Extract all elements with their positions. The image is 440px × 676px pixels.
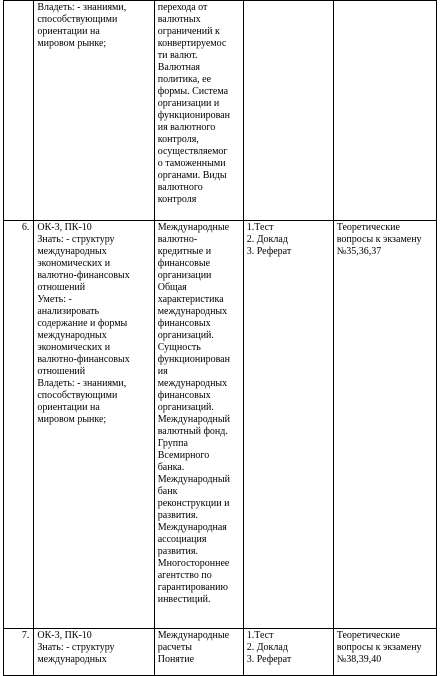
cell-text-line: Международный [157, 474, 230, 485]
cell-text-line: ориентации на [37, 26, 100, 37]
cell-text-line: ОК-3, ПК-10 [37, 222, 92, 233]
cell-text-line: Международные [157, 222, 230, 233]
row-number-cell: 6. [4, 221, 34, 629]
cell-text-line: развития. [157, 546, 199, 557]
cell-text-line: ОК-3, ПК-10 [37, 630, 92, 641]
cell-text-line: вопросы к экзамену [336, 234, 422, 245]
cell-text-line: формы. Система [157, 86, 229, 97]
topic-cell [154, 629, 243, 676]
cell-text-line: Международные [157, 630, 230, 641]
cell-text-line: функционирован [157, 110, 230, 121]
cell-text-line: валютно-финансовых [37, 354, 130, 365]
cell-text-line: вопросы к экзамену [336, 642, 422, 653]
cell-text-line: Владеть: - знаниями, [37, 2, 127, 13]
assessment-cell [243, 1, 333, 221]
table-row [4, 221, 437, 629]
cell-text-line: 3. Реферат [246, 246, 292, 257]
cell-text-line: организации и [157, 98, 220, 109]
cell-text-line: международных [157, 306, 228, 317]
cell-text-line: контроля [157, 194, 197, 205]
topic-cell [154, 221, 243, 629]
cell-text-line: функционирован [157, 354, 230, 365]
cell-text-line: Сущность [157, 342, 201, 353]
cell-text-line: характеристика [157, 294, 224, 305]
cell-text-line: агентство по [157, 570, 212, 581]
cell-text-line: валютно-финансовых [37, 270, 130, 281]
cell-text-line: финансовые [157, 258, 211, 269]
cell-text-line: Группа [157, 438, 188, 449]
table-row [4, 629, 437, 676]
cell-text-line: ия [157, 366, 168, 377]
cell-text-line: валютный фонд. [157, 426, 228, 437]
cell-text-line: экономических и [37, 342, 111, 353]
cell-text-line: №35,36,37 [336, 246, 382, 257]
cell-text-line: финансовых [157, 318, 211, 329]
cell-text-line: валютных [157, 14, 201, 25]
cell-text-line: Знать: - структуру [37, 234, 115, 245]
cell-text-line: гарантированию [157, 582, 228, 593]
table-row [4, 1, 437, 221]
cell-text-line: 1.Тест [246, 630, 274, 641]
cell-text-line: ия валютного [157, 122, 216, 133]
cell-text-line: о таможенными [157, 158, 226, 169]
cell-text-line: Международный [157, 414, 230, 425]
cell-text-line: Понятие [157, 654, 195, 665]
cell-text-line: ассоциация [157, 534, 207, 545]
row-number-cell [4, 1, 34, 221]
cell-text-line: органами. Виды [157, 170, 227, 181]
cell-text-line: кредитные и [157, 246, 212, 257]
cell-text-line: 3. Реферат [246, 654, 292, 665]
cell-text-line: Валютная [157, 62, 201, 73]
cell-text-line: организаций. [157, 330, 214, 341]
cell-text-line: политика, ее [157, 74, 212, 85]
cell-text-line: реконструкции и [157, 498, 230, 509]
cell-text-line: ограничений к [157, 26, 220, 37]
cell-text-line: перехода от [157, 2, 208, 13]
cell-text-line: мировом рынке; [37, 414, 107, 425]
cell-text-line: банк [157, 486, 178, 497]
table-body [4, 1, 437, 676]
row-number-cell: 7. [4, 629, 34, 676]
cell-text-line: Теоретические [336, 222, 400, 233]
cell-text-line: международных [157, 378, 228, 389]
cell-text-line: развития. [157, 510, 199, 521]
assessment-cell [243, 629, 333, 676]
cell-text-line: содержание и формы [37, 318, 128, 329]
assessment-cell [243, 221, 333, 629]
cell-text-line: инвестиций. [157, 594, 211, 605]
cell-text-line: международных [37, 246, 107, 257]
cell-text-line: Многостороннее [157, 558, 230, 569]
cell-text-line: ориентации на [37, 402, 100, 413]
exam-questions-cell [333, 1, 436, 221]
cell-text-line: анализировать [37, 306, 100, 317]
cell-text-line: 2. Доклад [246, 642, 288, 653]
cell-text-line: мировом рынке; [37, 38, 107, 49]
cell-text-line: международных [37, 330, 107, 341]
cell-text-line: 1.Тест [246, 222, 274, 233]
cell-text-line: контроля, [157, 134, 199, 145]
cell-text-line: организации [157, 270, 212, 281]
curriculum-table [3, 0, 437, 676]
cell-text-line: способствующими [37, 390, 118, 401]
cell-text-line: Знать: - структуру [37, 642, 115, 653]
cell-text-line: расчеты [157, 642, 192, 653]
cell-text-line: отношений [37, 282, 86, 293]
cell-text-line: 2. Доклад [246, 234, 288, 245]
cell-text-line: осуществляемог [157, 146, 228, 157]
competence-cell [34, 1, 154, 221]
cell-text-line: Общая [157, 282, 187, 293]
document-page [3, 0, 437, 675]
exam-questions-cell [333, 629, 436, 676]
cell-text-line: конвертируемос [157, 38, 227, 49]
exam-questions-cell [333, 221, 436, 629]
cell-text-line: отношений [37, 366, 86, 377]
cell-text-line: №38,39,40 [336, 654, 382, 665]
cell-text-line: организаций. [157, 402, 214, 413]
topic-cell [154, 1, 243, 221]
cell-text-line: Международная [157, 522, 227, 533]
competence-cell [34, 221, 154, 629]
cell-text-line: Владеть: - знаниями, [37, 378, 127, 389]
cell-text-line: финансовых [157, 390, 211, 401]
cell-text-line: международных [37, 654, 107, 665]
cell-text-line: Уметь: - [37, 294, 72, 305]
cell-text-line: Всемирного [157, 450, 210, 461]
cell-text-line: банка. [157, 462, 185, 473]
cell-text-line: ти валют. [157, 50, 198, 61]
competence-cell [34, 629, 154, 676]
cell-text-line: способствующими [37, 14, 118, 25]
cell-text-line: валютно- [157, 234, 198, 245]
cell-text-line: Теоретические [336, 630, 400, 641]
cell-text-line: экономических и [37, 258, 111, 269]
cell-text-line: валютного [157, 182, 203, 193]
